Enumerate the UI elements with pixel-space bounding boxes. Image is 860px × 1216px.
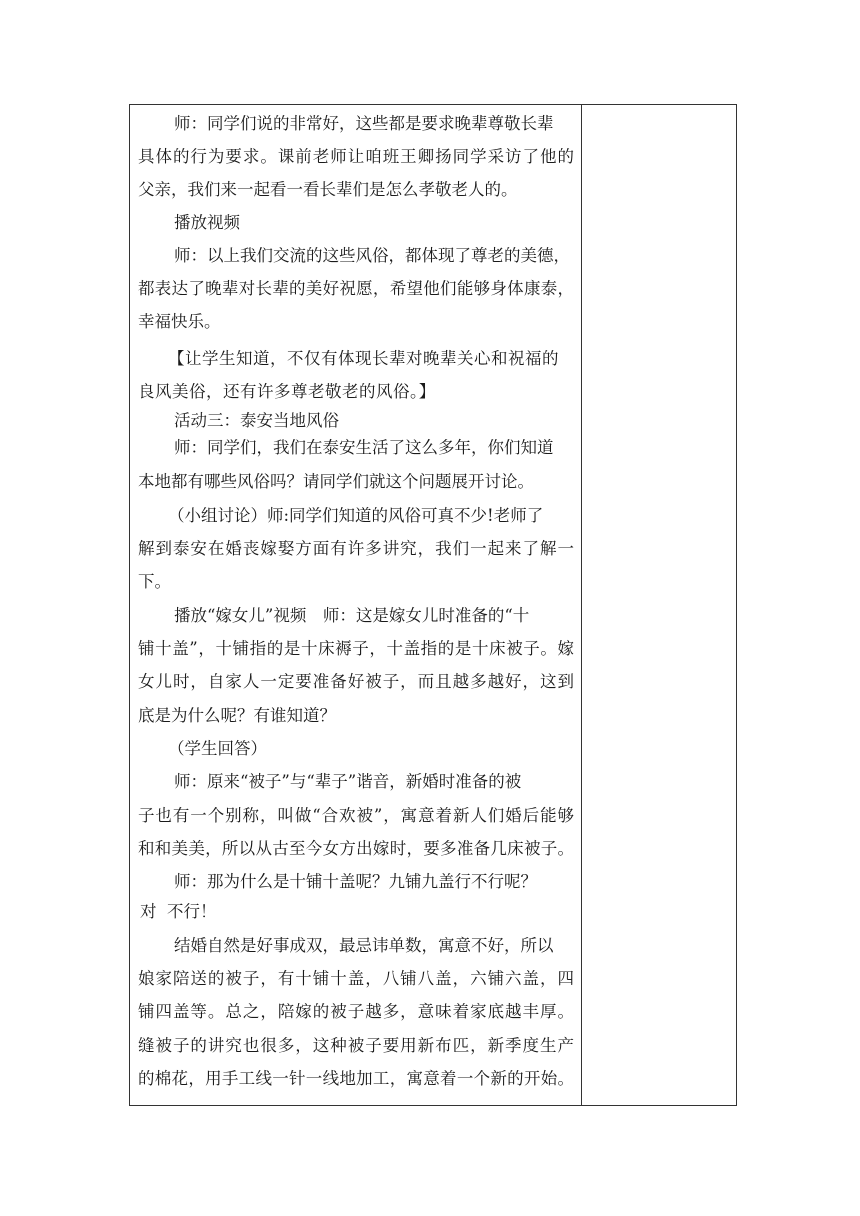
text-line: 对 不行！ [140, 902, 217, 921]
text-line: 女儿时，自家人一定要准备好被子，而且越多越好，这到 [138, 672, 574, 691]
text-line: 解到泰安在婚丧嫁娶方面有许多讲究，我们一起来了解一 [138, 539, 574, 558]
text-line: 都表达了晚辈对长辈的美好祝愿，希望他们能够身体康泰， [138, 279, 574, 298]
text-line: 缝被子的讲究也很多，这种被子要用新布匹，新季度生产 [138, 1036, 574, 1055]
text-line: 本地都有哪些风俗吗？请同学们就这个问题展开讨论。 [138, 472, 534, 491]
text-line: 幸福快乐。 [138, 312, 221, 331]
text-line: 父亲，我们来一起看一看长辈们是怎么孝敬老人的。 [138, 180, 518, 199]
text-line: 子也有一个别称，叫做“合欢被”，寓意着新人们婚后能够 [138, 806, 574, 825]
text-line: 师：原来“被子”与“辈子”谐音，新婚时准备的被 [174, 772, 522, 791]
text-line: 铺四盖等。总之，陪嫁的被子越多，意味着家底越丰厚。 [138, 1002, 574, 1021]
text-line: 播放视频 [174, 213, 240, 232]
notes-cell [582, 105, 736, 1105]
text-line: 师：同学们说的非常好，这些都是要求晚辈尊敬长辈 [174, 114, 554, 133]
text-line: 师：同学们，我们在泰安生活了这么多年，你们知道 [174, 438, 554, 457]
text-line: 师：那为什么是十铺十盖呢？九铺九盖行不行呢？ [174, 872, 537, 891]
text-line: 铺十盖”，十铺指的是十床褥子，十盖指的是十床被子。嫁 [138, 639, 574, 658]
text-line: 良风美俗，还有许多尊老敬老的风俗。】 [138, 382, 436, 401]
lesson-table [129, 104, 737, 1106]
text-line: （小组讨论）师:同学们知道的风俗可真不少!老师了 [168, 506, 544, 525]
text-line: （学生回答） [168, 739, 267, 758]
text-line: 具体的行为要求。课前老师让咱班王卿扬同学采访了他的 [138, 147, 574, 166]
activity-heading: 活动三：泰安当地风俗 [174, 411, 339, 430]
text-line: 播放“嫁女儿”视频 师：这是嫁女儿时准备的“十 [174, 606, 530, 625]
text-line: 结婚自然是好事成双，最忌讳单数，寓意不好，所以 [174, 936, 554, 955]
text-line: 娘家陪送的被子，有十铺十盖，八铺八盖，六铺六盖，四 [138, 969, 574, 988]
text-line: 和和美美，所以从古至今女方出嫁时，要多准备几床被子。 [138, 839, 574, 858]
text-line: 的棉花，用手工线一针一线地加工，寓意着一个新的开始。 [138, 1069, 574, 1088]
text-line: 【让学生知道，不仅有体现长辈对晚辈关心和祝福的 [168, 349, 559, 368]
text-line: 底是为什么呢？有谁知道？ [138, 706, 336, 725]
text-line: 师：以上我们交流的这些风俗，都体现了尊老的美德， [174, 246, 570, 265]
text-line: 下。 [138, 572, 171, 591]
